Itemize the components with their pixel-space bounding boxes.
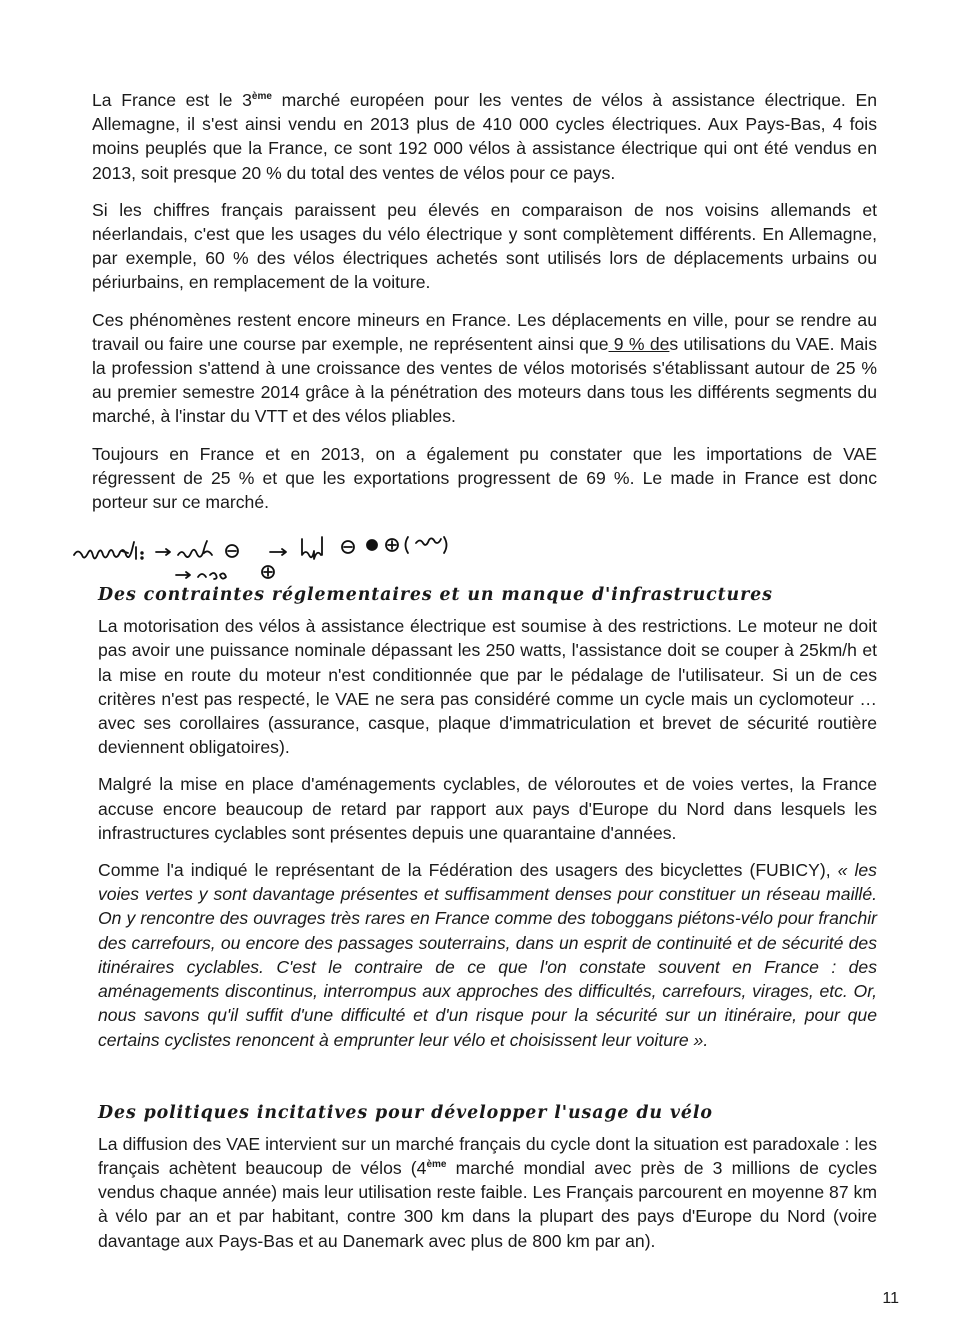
handwritten-annotation-drawing <box>70 525 590 585</box>
paragraph-text: Ces phénomènes restent encore mineurs en France. Les déplacements en ville, pour se rendre au travail ou faire une course par exemple, ne représentent ainsi que <box>92 309 877 354</box>
paragraph-text: marché mondial avec près de 3 millions de cycles vendus chaque année) mais leur utilisation reste faible. Les Français parcourent en moyenne 87 km à vélo par an et par habitant, contre 300 km dans la plupart des pays d'Europe du Nord (voire davantage aux Pays-Bas et au Danemark avec plus de 800 km par an). <box>98 1157 877 1251</box>
paragraph-market-rank <box>92 88 877 185</box>
paragraph-text: La France est le 3 <box>92 90 252 110</box>
paragraph-text: Comme l'a indiqué le représentant de la Fédération des usagers des bicyclettes (FUBICY), <box>98 860 838 881</box>
paragraph-incentive-policies <box>92 1132 877 1253</box>
spacer <box>92 1065 877 1103</box>
section-heading: Des contraintes réglementaires et un manque d'infrastructures <box>98 585 773 606</box>
paragraph-text: La diffusion des VAE intervient sur un marché français du cycle dont la situation est paradoxale : les français achètent beaucoup de vélos (4 <box>98 1133 877 1178</box>
paragraph-france-usage <box>92 308 877 429</box>
paragraph-regulations: La motorisation des vélos à assistance électrique est soumise à des restrictions. Le moteur ne doit pas avoir une puissance nominale dépassant les 250 watts, l'assistance doit se couper à 25km/h et la mise en route du moteur n'est conditionnée que par le pédalage de l'utilisateur. Si un de ces critères n'est pas respecté, le VAE ne sera pas considéré comme un cycle mais un cyclomoteur … avec ses corollaires (assurance, casque, plaque d'immatriculation et brevet de sécurité routière deviennent obligatoires). <box>98 616 877 758</box>
page-number: 11 <box>882 1290 899 1307</box>
handwritten-annotation <box>70 525 877 585</box>
quote-text: « les voies vertes y sont davantage présentes et suffisamment denses pour constituer un réseau maillé. On y rencontre des ouvrages très rares en France comme des toboggans piétons-vélo pour franchir des carrefours, ou encore des passages souterrains, dans un esprit de continuité et de sécurité des itinéraires cyclables. C'est le contraire de ce que l'on constate souvent en France : des aménagements discontinus, interrompus aux approches des difficultés, carrefours, virages, etc. Or, nous savons qu'il suffit d'une difficulté et d'un risque pour la sécurité sur un itinéraire, pour que certains cyclistes renoncent à emprunter leur vélo et choisissent leur voiture ». <box>98 860 877 1050</box>
paragraph-usage-comparison: Si les chiffres français paraissent peu élevés en comparaison de nos voisins allemands et néerlandais, c'est que les usages du vélo électrique y sont complètement différents. En Allemagne, par exemple, 60 % des vélos électriques achetés sont utilisés lors de déplacements urbains ou périurbains, en remplacement de la voiture. <box>92 199 877 293</box>
paragraph-infrastructure: Malgré la mise en place d'aménagements cyclables, de véloroutes et de voies vertes, la France accuse encore beaucoup de retard par rapport aux pays d'Europe du Nord dans lesquels les infrastructures cyclables sont présentes depuis une quarantaine d'années. <box>98 774 877 843</box>
superscript: ème <box>251 91 272 103</box>
paragraph-text: s utilisations du VAE. Mais la profession s'attend à une croissance des ventes de vélos motorisés s'établissant autour de 25 % au premier semestre 2014 grâce à la pénétration des moteurs dans tous les différents segments du marché, à l'instar du VTT et des vélos pliables. <box>92 333 877 427</box>
superscript: ème <box>426 1159 447 1171</box>
paragraph-imports-exports: Toujours en France et en 2013, on a également pu constater que les importations de VAE régressent de 25 % et que les exportations progressent de 69 %. Le made in France est donc porteur sur ce marché. <box>92 443 877 513</box>
paragraph-text: marché européen pour les ventes de vélos à assistance électrique. En Allemagne, il s'est ainsi vendu en 2013 plus de 410 000 cycles électriques. Aux Pays-Bas, 4 fois moins peuplés que la France, ce sont 192 000 vélos à assistance électrique qui ont été vendus en 2013, soit presque 20 % du total des ventes de vélos pour ce pays. <box>92 90 877 183</box>
paragraph-fubicy-quote <box>92 858 877 1052</box>
section-heading: Des politiques incitatives pour développer l'usage du vélo <box>98 1102 713 1123</box>
underlined-text: 9 % de <box>608 333 670 354</box>
